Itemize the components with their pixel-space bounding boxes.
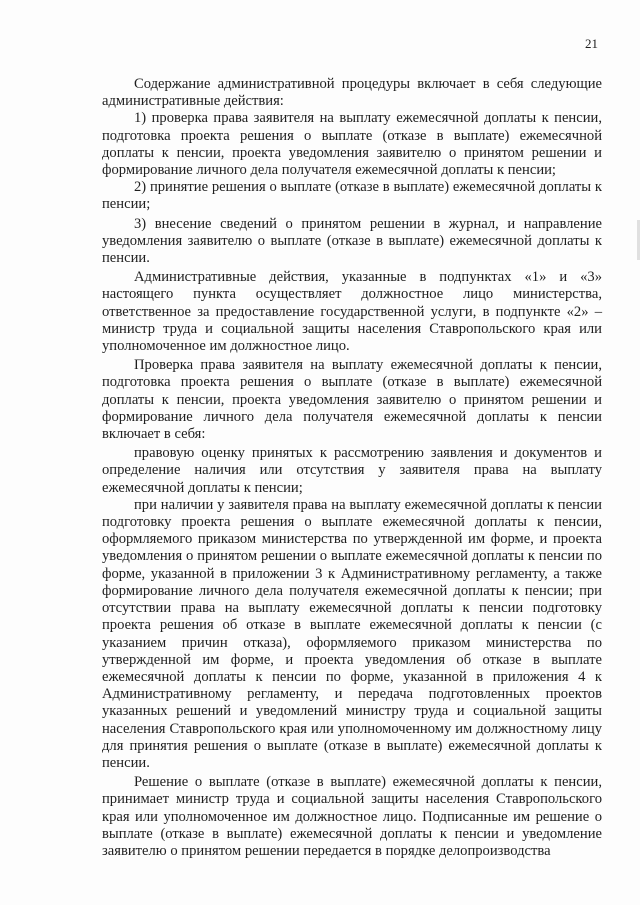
paragraph-item-1: 1) проверка права заявителя на выплату ежемесячной доплаты к пенсии, подготовка проекта решения о выплате (отказе в выплате) ежемесячной доплаты к пенсии, проекта уведомления заявителю о принятом решении и формирование личного дела получателя ежемесячной доплаты к пенсии; [102,110,602,179]
paragraph-decision: Решение о выплате (отказе в выплате) ежемесячной доплаты к пенсии, принимает министр труда и социальной защиты населения Ставропольского края или уполномоченное им должностное лицо. Подписанные им решение о выплате (отказе в выплате) ежемесячной доплаты к пенсии и уведомление заявителю о принятом решении передается в порядке делопроизводства [102,774,602,859]
paragraph-preparation: при наличии у заявителя права на выплату ежемесячной доплаты к пенсии подготовку проекта решения о выплате ежемесячной доплаты к пенсии, оформляемого приказом министерства по утвержденной им форме, и проекта уведомления о принятом решении о выплате ежемесячной доплаты к пенсии по форме, указанной в приложении 3 к Административному регламенту, а также формирование личного дела получателя ежемесячной доплаты к пенсии; при отсутствии права на выплату ежемесячной доплаты к пенсии подготовку проекта решения об отказе в выплате ежемесячной доплаты к пенсии (с указанием причин отказа), оформляемого приказом министерства по утвержденной им форме, и проекта уведомления об отказе в выплате ежемесячной доплаты к пенсии по форме, указанной в приложения 4 к Административному регламенту, и передача подготовленных проектов указанных решений и уведомлений министру труда и социальной защиты населения Ставропольского края или уполномоченному им должностному лицу для принятия решения о выплате (отказе в выплате) ежемесячной доплаты к пенсии. [102,496,602,771]
page-number: 21 [585,36,598,51]
paragraph-responsible: Административные действия, указанные в подпунктах «1» и «3» настоящего пункта осуществляет должностное лицо министерства, ответственное за предоставление государственной услуги, в подпункте «2» – министр труда и социальной защиты населения Ставропольского края или уполномоченное им должностное лицо. [102,269,602,355]
paragraph-verification: Проверка права заявителя на выплату ежемесячной доплаты к пенсии, подготовка проекта решения о выплате (отказе в выплате) ежемесячной доплаты к пенсии, проекта уведомления заявителю о принятом решении и формирование личного дела получателя ежемесячной доплаты к пенсии включает в себя: [102,357,602,443]
paragraph-item-3: 3) внесение сведений о принятом решении в журнал, и направление уведомления заявителю о выплате (отказе в выплате) ежемесячной доплаты к пенсии. [102,215,602,267]
paragraph-item-2: 2) принятие решения о выплате (отказе в выплате) ежемесячной доплаты к пенсии; [102,179,602,213]
document-body [102,76,602,860]
paragraph-legal-assessment: правовую оценку принятых к рассмотрению заявления и документов и определение наличия или отсутствия у заявителя права на выплату ежемесячной доплаты к пенсии; [102,445,602,496]
paragraph-intro: Содержание административной процедуры включает в себя следующие административные действия: [102,76,602,110]
